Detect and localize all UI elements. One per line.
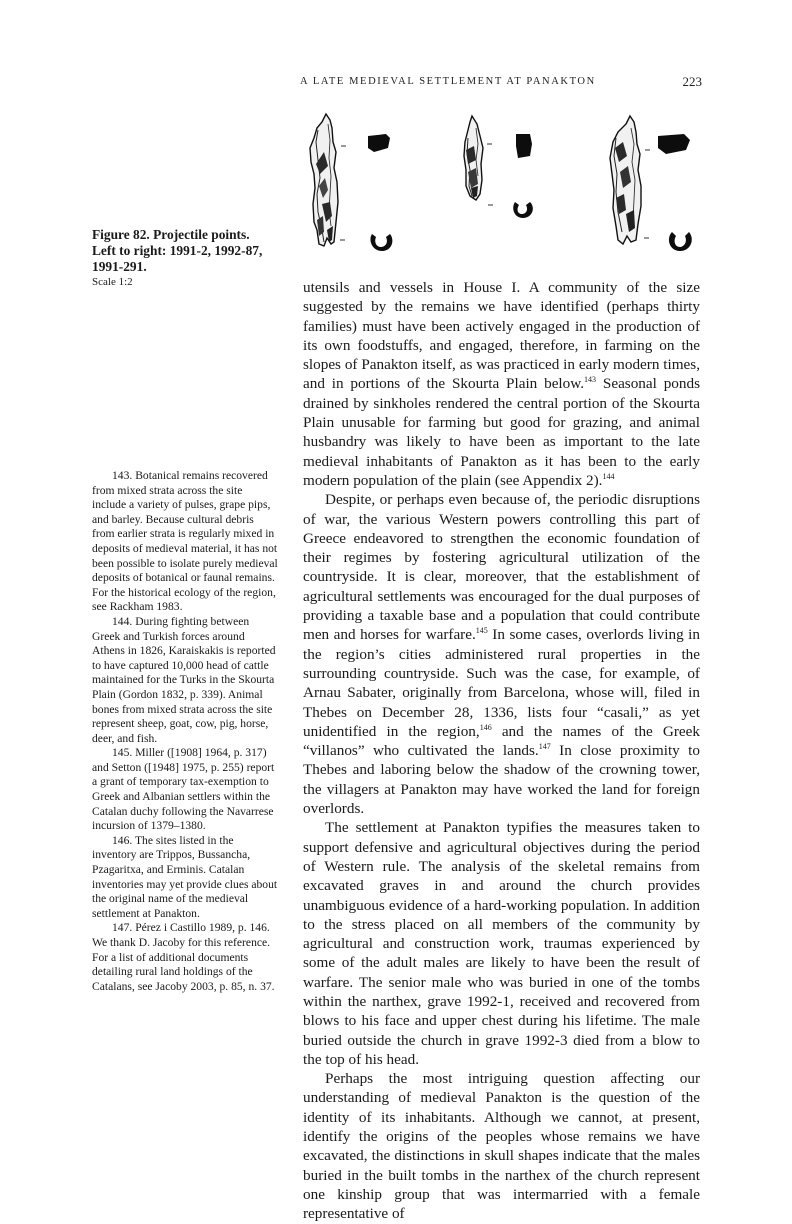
paragraph-1 [303, 278, 700, 490]
paragraph-2-text-d: In close proximity to Thebes and laboring below the shadow of the crowning tower, the villagers at Panakton may have worked the land for foreign overlords. [303, 742, 700, 818]
paragraph-2-text-b: In some cases, overlords living in the region’s cities administered rural properties in the surrounding countryside. Such was the case, for example, of Arnau Sabater, originally from Barcelona, whose will, filed in Thebes on December 28, 1336, lists four “casali,” as yet unidentified in the region, [303, 626, 700, 740]
projectile-point-3 [610, 116, 692, 251]
paragraph-2-text-a: Despite, or perhaps even because of, the periodic disruptions of war, the various Western powers controlling this part of Greece endeavored to strengthen the economic foundation of their regimes by fostering agricultural utilization of the countryside. It is clear, moreover, that the establishment of agricultural settlements was encouraged for the dual purposes of providing a taxable base and a population that could contribute men and horses for warfare. [303, 491, 700, 644]
footnote-147: 147. Pérez i Castillo 1989, p. 146. We thank D. Jacoby for this reference. For a list of additional documents detailing rural land holdings of the Catalans, see Jacoby 2003, p. 85, n. 37. [92, 921, 275, 993]
projectile-point-1 [310, 114, 392, 251]
body-text [303, 278, 700, 1224]
footnote-144: 144. During fighting between Greek and Turkish forces around Athens in 1826, Karaiskakis is reported to have captured 10,000 head of cattle maintained for the Turks in the Skourta Plain (Gordon 1832, p. 339). Animal bones from mixed strata across the site represent sheep, goat, cow, pig, horse, deer, and fish. [92, 614, 276, 745]
page-number: 223 [682, 74, 702, 89]
paragraph-4: Perhaps the most intriguing question affecting our understanding of medieval Panakton is the question of the identity of its inhabitants. Although we cannot, at present, identify the origins of the peoples whose remains we have excavated, the distinctions in skull shapes indicate that the males buried in the built tombs in the narthex of the church represent one kinship group that was intermarried with a female representative of [303, 1070, 700, 1223]
footnote-143: 143. Botanical remains recovered from mixed strata across the site include a variety of pulses, grape pips, and barley. Because cultural debris from earlier strata is regularly mixed in deposits of medieval material, it has not been possible to isolate purely medieval deposits of botanical or faunal remains. For the historical ecology of the region, see Rackham 1983. [92, 469, 278, 614]
footnote-ref-146: 146 [479, 722, 492, 732]
paragraph-3: The settlement at Panakton typifies the measures taken to support defensive and agricultural objectives during the period of Western rule. The analysis of the skeletal remains from excavated graves in and around the church provides unambiguous evidence of a hard-working population. In addition to the stress placed on all members of the community by agricultural and construction work, traumas experienced by some of the adult males are likely to have been the result of warfare. The senior male who was buried in one of the tombs within the narthex, grave 1992-1, received and recovered from blows to his face and upper chest during his lifetime. The male buried outside the church in grave 1992-3 died from a blow to the top of his head. [303, 819, 700, 1068]
figure-caption [92, 227, 272, 289]
figure-caption-text: Projectile points. Left to right: 1991-2, 1992-87, 1991-291. [92, 227, 263, 274]
projectile-points-drawing [300, 108, 700, 268]
footnote-145: 145. Miller ([1908] 1964, p. 317) and Setton ([1948] 1975, p. 255) report a grant of temporary tax-exemption to Greek and Albanian settlers within the Catalan duchy following the Navarrese incursion of 1379–1380. [92, 746, 275, 833]
footnotes [92, 469, 278, 994]
footnote-ref-143: 143 [584, 375, 597, 385]
figure-projectile-points [300, 108, 700, 268]
running-head: A LATE MEDIEVAL SETTLEMENT AT PANAKTON [300, 76, 596, 87]
paragraph-2 [303, 490, 700, 818]
figure-label: Figure 82. [92, 227, 150, 242]
paragraph-1-text-b: Seasonal ponds drained by sinkholes rendered the central portion of the Skourta Plain unusable for farming but good for grazing, and animal husbandry was likely to have been as important to the late medieval inhabitants of Panakton as it has been to the early modern population of the plain (see Appendix 2). [303, 375, 700, 489]
footnote-ref-144: 144 [602, 471, 615, 481]
footnote-146: 146. The sites listed in the inventory are Trippos, Bussancha, Pzagaritxa, and Erminis. Catalan inventories may yet provide clues about the original name of the medieval settlement at Panakton. [92, 833, 278, 920]
paragraph-2-text-c: and the names of the Greek “villanos” who cultivated the lands. [303, 722, 700, 760]
footnote-ref-147: 147 [538, 742, 551, 752]
figure-scale: Scale 1:2 [92, 276, 133, 288]
projectile-point-2 [464, 116, 533, 218]
paragraph-1-text-a: utensils and vessels in House I. A community of the size suggested by the remains we have identified (perhaps thirty families) must have been actively engaged in the production of its own foodstuffs, and engaged, therefore, in farming on the slopes of Panakton itself, as was practiced in early modern times, and in portions of the Skourta Plain below. [303, 279, 700, 393]
footnote-ref-145: 145 [475, 626, 488, 636]
